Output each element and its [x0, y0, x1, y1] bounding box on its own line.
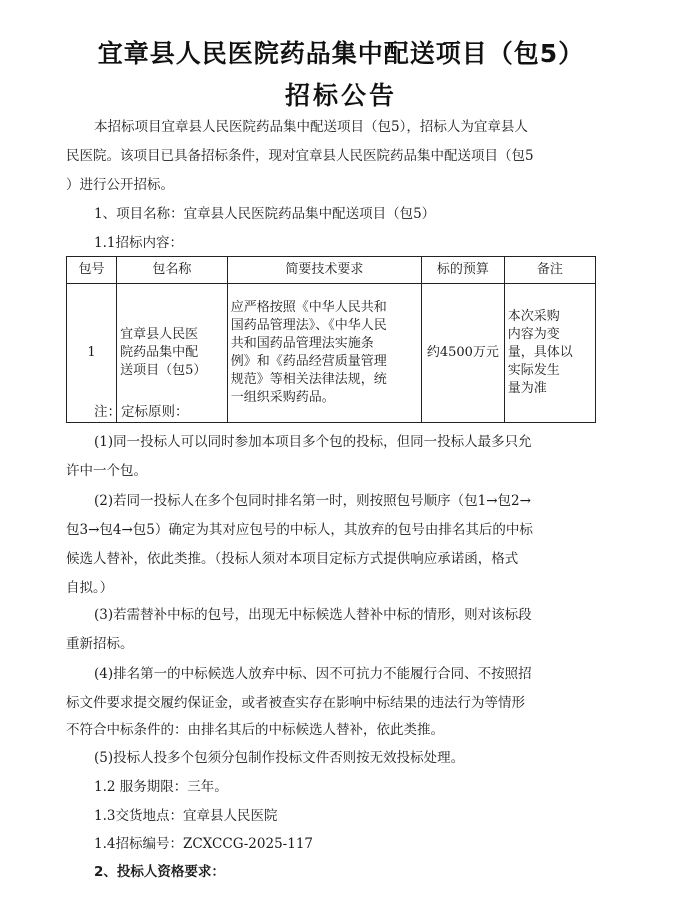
document-subtitle: 招标公告: [284, 81, 397, 110]
rule-line: 自拟。）: [66, 580, 114, 596]
header-package-name: 包名称: [117, 257, 228, 284]
rule-line: (1)同一投标人可以同时参加本项目多个包的投标，但同一投标人最多只允: [94, 434, 532, 450]
cell-line: 院药品集中配: [120, 345, 199, 360]
cell-technical-requirements: [227, 284, 421, 423]
table-header-row: [67, 257, 596, 284]
header-budget: 标的预算: [422, 257, 505, 284]
cell-line: 量，具体以: [507, 345, 573, 360]
cell-line: 规范》等相关法律法规，统: [230, 372, 387, 387]
intro-line: 民医院。该项目已具备招标条件，现对宜章县人民医院药品集中配送项目（包5: [66, 148, 534, 164]
cell-line: 例》和《药品经营质量管理: [230, 354, 387, 369]
cell-line: 内容为变: [507, 327, 560, 342]
delivery-location: 1.3交货地点：宜章县人民医院: [94, 808, 278, 824]
rule-line: 候选人替补，依此类推。（投标人须对本项目定标方式提供响应承诺函，格式: [66, 551, 519, 567]
cell-line: 送项目（包5）: [120, 363, 207, 378]
cell-line: 应严格按照《中华人民共和: [230, 300, 387, 315]
rule-line: 包3→包4→包5）确定为其对应包号的中标人，其放弃的包号由排名其后的中标: [66, 522, 533, 538]
qualification-heading: 2、投标人资格要求：: [94, 864, 225, 880]
rule-line: (3)若需替补中标的包号，出现无中标候选人替补中标的情形，则对该标段: [94, 607, 532, 623]
rule-line: (2)若同一投标人在多个包同时排名第一时，则按照包号顺序（包1→包2→: [94, 493, 531, 509]
service-period: 1.2 服务期限：三年。: [94, 779, 228, 795]
project-name: 1、项目名称：宜章县人民医院药品集中配送项目（包5）: [94, 206, 436, 222]
rule-line: (5)投标人投多个包须分包制作投标文件否则按无效投标处理。: [94, 750, 465, 766]
cell-line: 实际发生: [507, 363, 560, 378]
rule-line: 标文件要求提交履约保证金，或者被查实存在影响中标结果的违法行为等情形: [66, 695, 525, 711]
cell-remarks: [504, 284, 595, 423]
cell-package-no: 1: [67, 284, 117, 423]
award-principle-label: 注：定标原则：: [94, 404, 189, 420]
cell-line: 一组织采购药品。: [230, 390, 335, 405]
rule-line: 不符合中标条件的：由排名其后的中标候选人替补，依此类推。: [66, 722, 444, 738]
rule-line: 重新招标。: [66, 636, 134, 652]
tender-number: 1.4招标编号：ZCXCCG-2025-117: [94, 836, 313, 852]
cell-line: 国药品管理法》、《中华人民: [230, 318, 387, 333]
cell-line: 宜章县人民医: [120, 327, 199, 342]
rule-line: 许中一个包。: [66, 463, 147, 479]
header-technical-requirements: 简要技术要求: [227, 257, 421, 284]
document-title: 宜章县人民医院药品集中配送项目（包5）: [97, 39, 585, 68]
rule-line: (4)排名第一的中标候选人放弃中标、因不可抗力不能履行合同、不按照招: [94, 666, 532, 682]
tender-table: [66, 256, 596, 423]
tender-content-label: 1.1招标内容：: [94, 235, 183, 251]
cell-line: 共和国药品管理法实施条: [230, 336, 374, 351]
header-package-no: 包号: [67, 257, 117, 284]
intro-line: 本招标项目宜章县人民医院药品集中配送项目（包5），招标人为宜章县人: [94, 119, 528, 135]
cell-line: 本次采购: [507, 309, 560, 324]
cell-line: 量为准: [507, 381, 547, 396]
intro-line: ）进行公开招标。: [66, 177, 174, 193]
cell-budget: 约4500万元: [422, 284, 505, 423]
header-remarks: 备注: [504, 257, 595, 284]
